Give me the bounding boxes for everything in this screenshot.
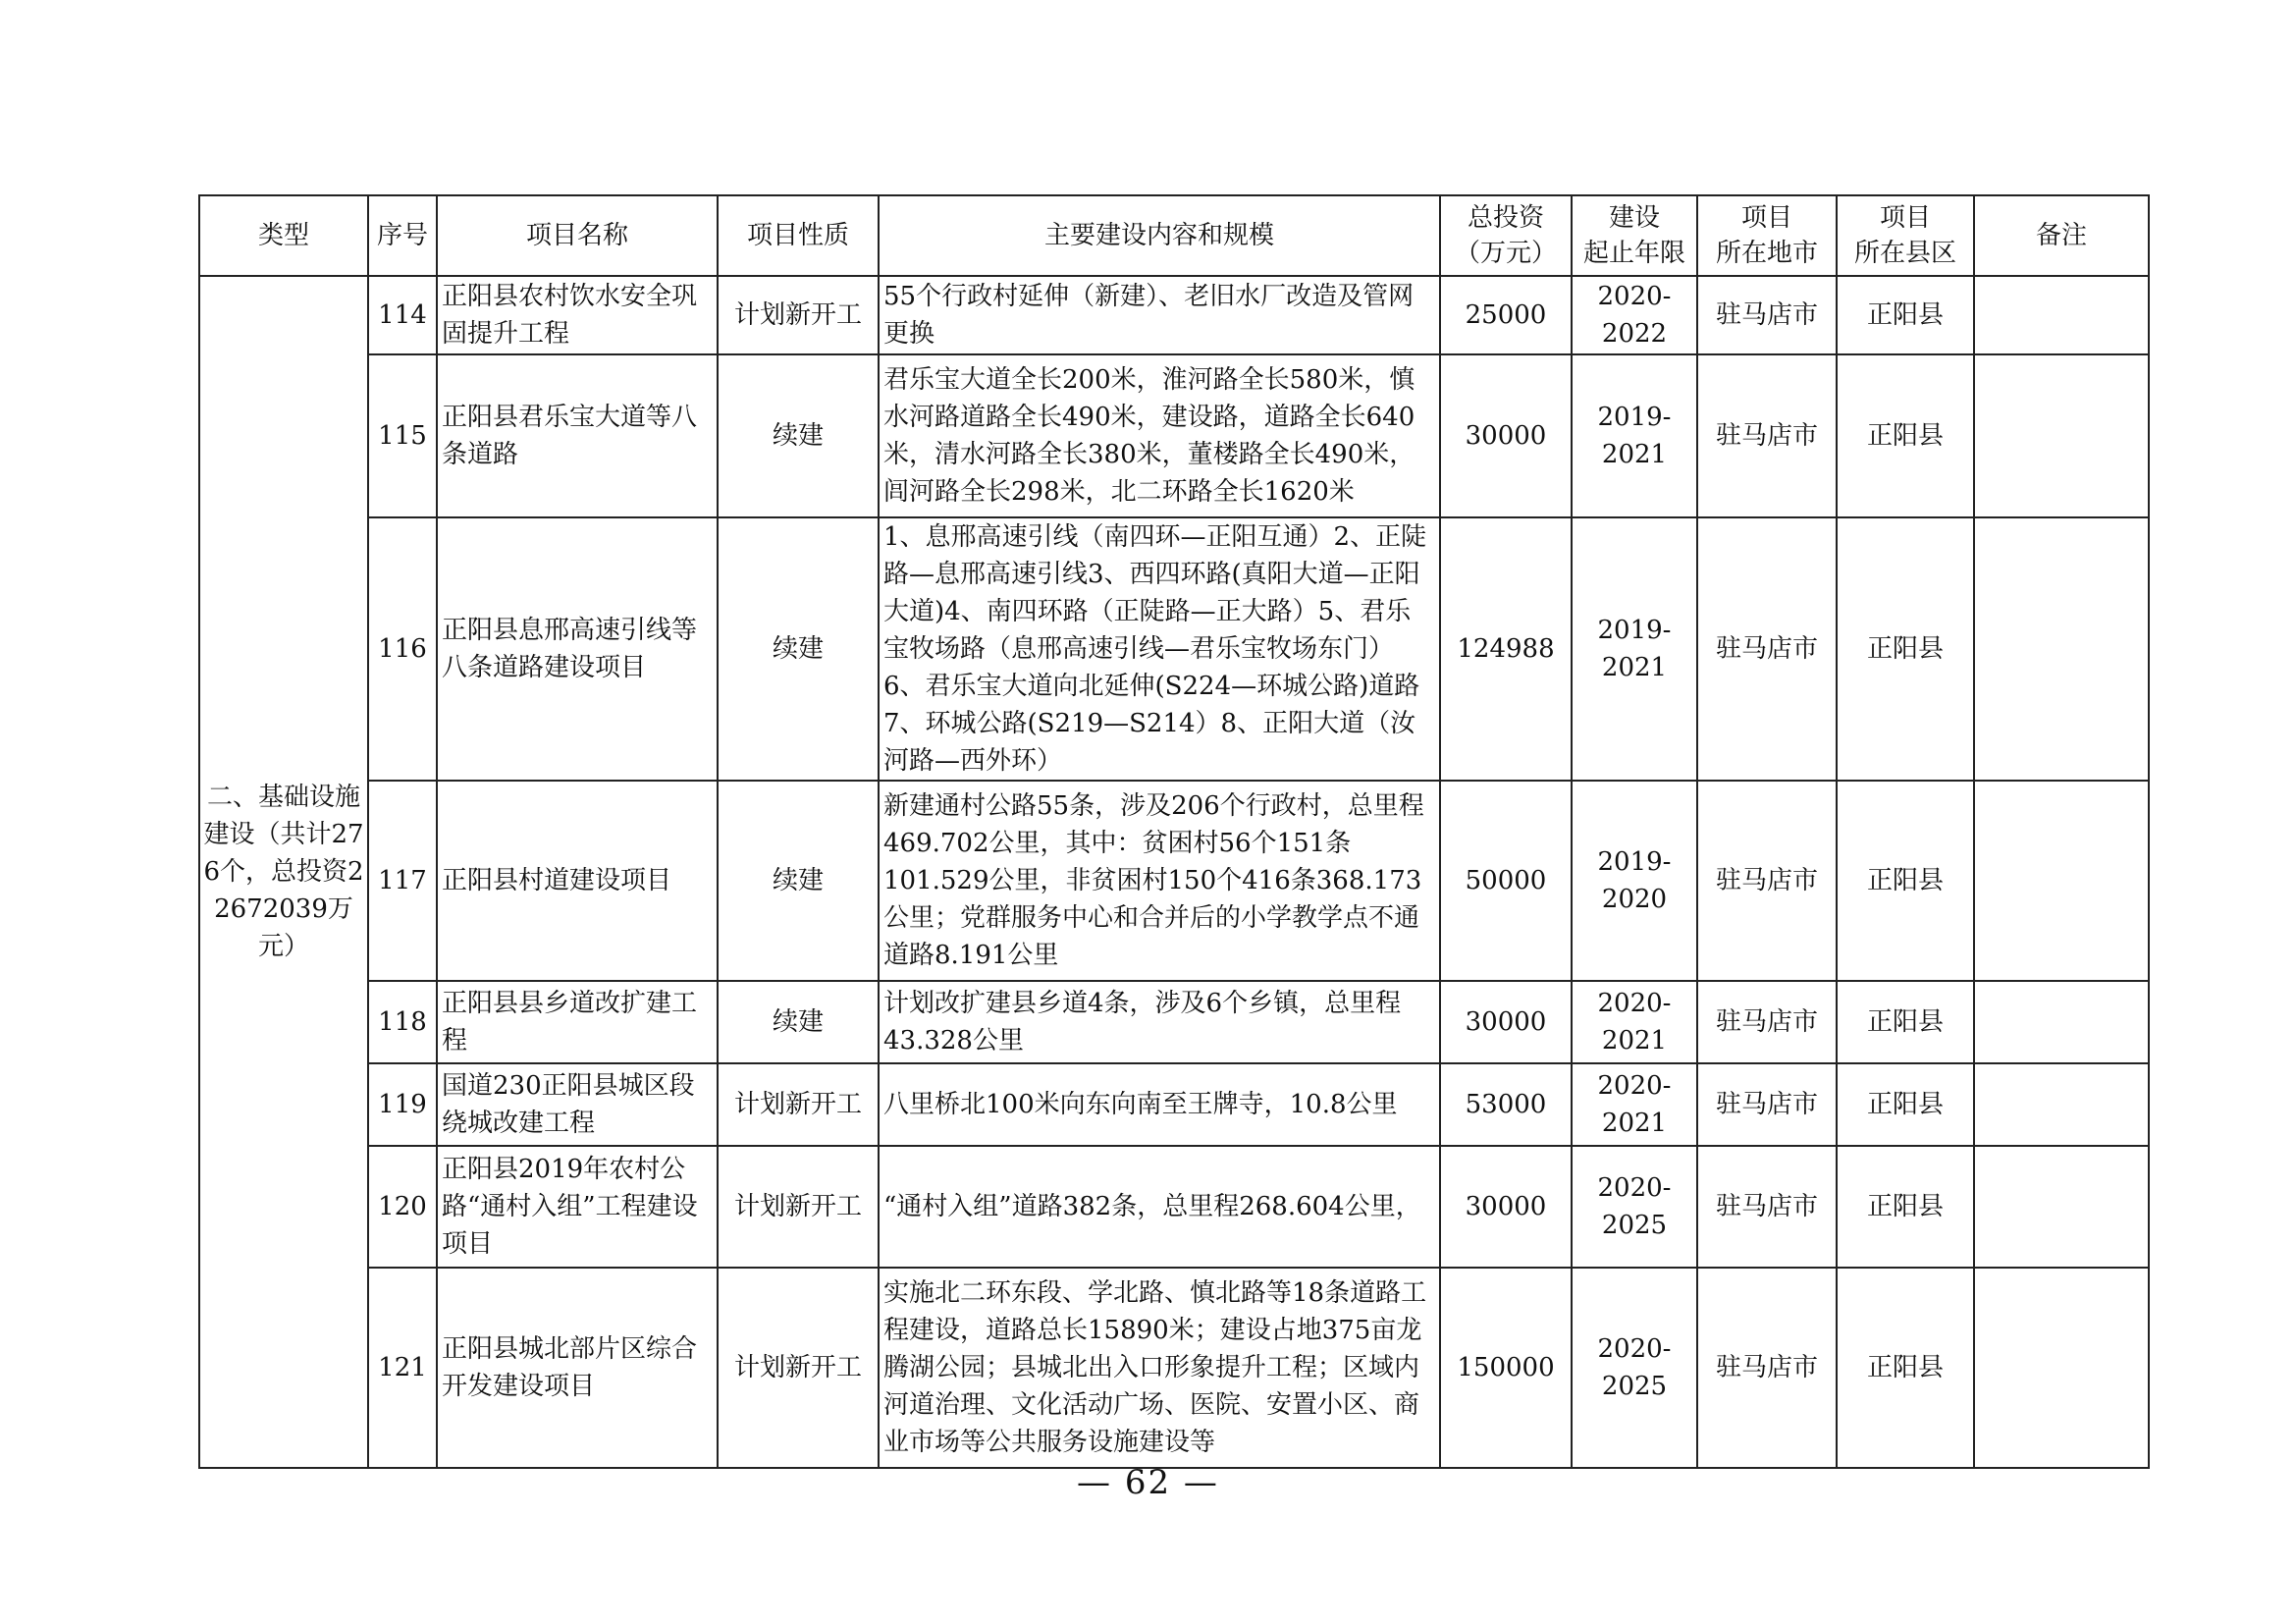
cell-nature: 续建: [718, 354, 879, 517]
cell-content: 八里桥北100米向东向南至王牌寺，10.8公里: [879, 1063, 1440, 1146]
cell-note: [1974, 354, 2149, 517]
project-table: [198, 194, 2150, 1469]
cell-seq: 118: [368, 981, 437, 1063]
cell-county: 正阳县: [1837, 517, 1974, 781]
cell-invest: 30000: [1440, 1146, 1572, 1268]
cell-name: 国道230正阳县城区段绕城改建工程: [437, 1063, 718, 1146]
header-seq: 序号: [368, 195, 437, 276]
cell-content: 计划改扩建县乡道4条，涉及6个乡镇，总里程43.328公里: [879, 981, 1440, 1063]
cell-county: 正阳县: [1837, 1146, 1974, 1268]
cell-invest: 53000: [1440, 1063, 1572, 1146]
table-row: [199, 1063, 2149, 1146]
table-row: [199, 1268, 2149, 1468]
table-row: [199, 354, 2149, 517]
cell-content: 新建通村公路55条，涉及206个行政村，总里程469.702公里，其中：贫困村56个151条101.529公里，非贫困村150个416条368.173公里；党群服务中心和合并后的小学教学点不通道路8.191公里: [879, 781, 1440, 981]
cell-note: [1974, 517, 2149, 781]
cell-name: 正阳县村道建设项目: [437, 781, 718, 981]
cell-name: 正阳县城北部片区综合开发建设项目: [437, 1268, 718, 1468]
header-period-line1: 建设: [1608, 203, 1660, 233]
header-name: 项目名称: [437, 195, 718, 276]
cell-nature: 计划新开工: [718, 1268, 879, 1468]
cell-city: 驻马店市: [1697, 1268, 1837, 1468]
cell-name: 正阳县农村饮水安全巩固提升工程: [437, 276, 718, 354]
cell-seq: 114: [368, 276, 437, 354]
cell-city: 驻马店市: [1697, 981, 1837, 1063]
cell-city: 驻马店市: [1697, 1063, 1837, 1146]
page-number: — 62 —: [1077, 1463, 1219, 1502]
header-county: [1837, 195, 1974, 276]
cell-invest: 30000: [1440, 981, 1572, 1063]
table-row: [199, 1146, 2149, 1268]
cell-seq: 120: [368, 1146, 437, 1268]
cell-period: 2020-2021: [1572, 981, 1697, 1063]
cell-city: 驻马店市: [1697, 354, 1837, 517]
cell-period: 2020-2022: [1572, 276, 1697, 354]
category-label: 二、基础设施建设（共计276个，总投资22672039万元）: [203, 783, 364, 961]
header-county-line2: 所在县区: [1853, 239, 1956, 268]
header-city: [1697, 195, 1837, 276]
cell-name: 正阳县县乡道改扩建工程: [437, 981, 718, 1063]
cell-note: [1974, 981, 2149, 1063]
cell-name: 正阳县息邢高速引线等八条道路建设项目: [437, 517, 718, 781]
cell-content: 55个行政村延伸（新建）、老旧水厂改造及管网更换: [879, 276, 1440, 354]
header-row: [199, 195, 2149, 276]
cell-content: 1、息邢高速引线（南四环—正阳互通）2、正陡路—息邢高速引线3、西四环路(真阳大道—正阳大道)4、南四环路（正陡路—正大路）5、君乐宝牧场路（息邢高速引线—君乐宝牧场东门）6、君乐宝大道向北延伸(S224—环城公路)道路7、环城公路(S219—S214）8、正阳大道（汝河路—西外环）: [879, 517, 1440, 781]
cell-county: 正阳县: [1837, 1063, 1974, 1146]
table-row: [199, 517, 2149, 781]
cell-content: 实施北二环东段、学北路、慎北路等18条道路工程建设，道路总长15890米；建设占地375亩龙腾湖公园；县城北出入口形象提升工程；区域内河道治理、文化活动广场、医院、安置小区、商业市场等公共服务设施建设等: [879, 1268, 1440, 1468]
cell-city: 驻马店市: [1697, 1146, 1837, 1268]
cell-invest: 30000: [1440, 354, 1572, 517]
cell-note: [1974, 781, 2149, 981]
cell-note: [1974, 1146, 2149, 1268]
table-row: [199, 981, 2149, 1063]
header-invest-line1: 总投资: [1467, 203, 1544, 233]
header-nature: 项目性质: [718, 195, 879, 276]
cell-name: 正阳县君乐宝大道等八条道路: [437, 354, 718, 517]
cell-county: 正阳县: [1837, 354, 1974, 517]
cell-city: 驻马店市: [1697, 781, 1837, 981]
cell-city: 驻马店市: [1697, 517, 1837, 781]
header-type: 类型: [199, 195, 368, 276]
category-cell: [199, 276, 368, 1468]
cell-note: [1974, 1268, 2149, 1468]
cell-nature: 计划新开工: [718, 1063, 879, 1146]
header-county-line1: 项目: [1879, 203, 1931, 233]
header-period: [1572, 195, 1697, 276]
cell-period: 2020-2025: [1572, 1146, 1697, 1268]
cell-invest: 124988: [1440, 517, 1572, 781]
cell-invest: 150000: [1440, 1268, 1572, 1468]
cell-city: 驻马店市: [1697, 276, 1837, 354]
header-period-line2: 起止年限: [1582, 239, 1685, 268]
cell-period: 2020-2025: [1572, 1268, 1697, 1468]
cell-nature: 计划新开工: [718, 1146, 879, 1268]
header-content: 主要建设内容和规模: [879, 195, 1440, 276]
header-city-line2: 所在地市: [1715, 239, 1818, 268]
header-city-line1: 项目: [1740, 203, 1792, 233]
cell-content: “通村入组”道路382条，总里程268.604公里，: [879, 1146, 1440, 1268]
cell-nature: 续建: [718, 781, 879, 981]
cell-nature: 续建: [718, 981, 879, 1063]
cell-invest: 50000: [1440, 781, 1572, 981]
cell-content: 君乐宝大道全长200米，淮河路全长580米，慎水河路道路全长490米，建设路，道路全长640米，清水河路全长380米，董楼路全长490米，闾河路全长298米，北二环路全长1620米: [879, 354, 1440, 517]
cell-nature: 计划新开工: [718, 276, 879, 354]
cell-seq: 115: [368, 354, 437, 517]
header-invest-line2: （万元）: [1454, 239, 1557, 268]
cell-period: 2019-2021: [1572, 517, 1697, 781]
cell-name: 正阳县2019年农村公路“通村入组”工程建设项目: [437, 1146, 718, 1268]
cell-invest: 25000: [1440, 276, 1572, 354]
cell-county: 正阳县: [1837, 276, 1974, 354]
cell-note: [1974, 1063, 2149, 1146]
header-invest: [1440, 195, 1572, 276]
cell-period: 2019-2020: [1572, 781, 1697, 981]
cell-period: 2020-2021: [1572, 1063, 1697, 1146]
cell-county: 正阳县: [1837, 781, 1974, 981]
cell-county: 正阳县: [1837, 981, 1974, 1063]
cell-nature: 续建: [718, 517, 879, 781]
cell-note: [1974, 276, 2149, 354]
header-note: 备注: [1974, 195, 2149, 276]
cell-period: 2019-2021: [1572, 354, 1697, 517]
table-row: [199, 276, 2149, 354]
cell-seq: 117: [368, 781, 437, 981]
cell-seq: 119: [368, 1063, 437, 1146]
cell-county: 正阳县: [1837, 1268, 1974, 1468]
cell-seq: 121: [368, 1268, 437, 1468]
cell-seq: 116: [368, 517, 437, 781]
table-row: [199, 781, 2149, 981]
